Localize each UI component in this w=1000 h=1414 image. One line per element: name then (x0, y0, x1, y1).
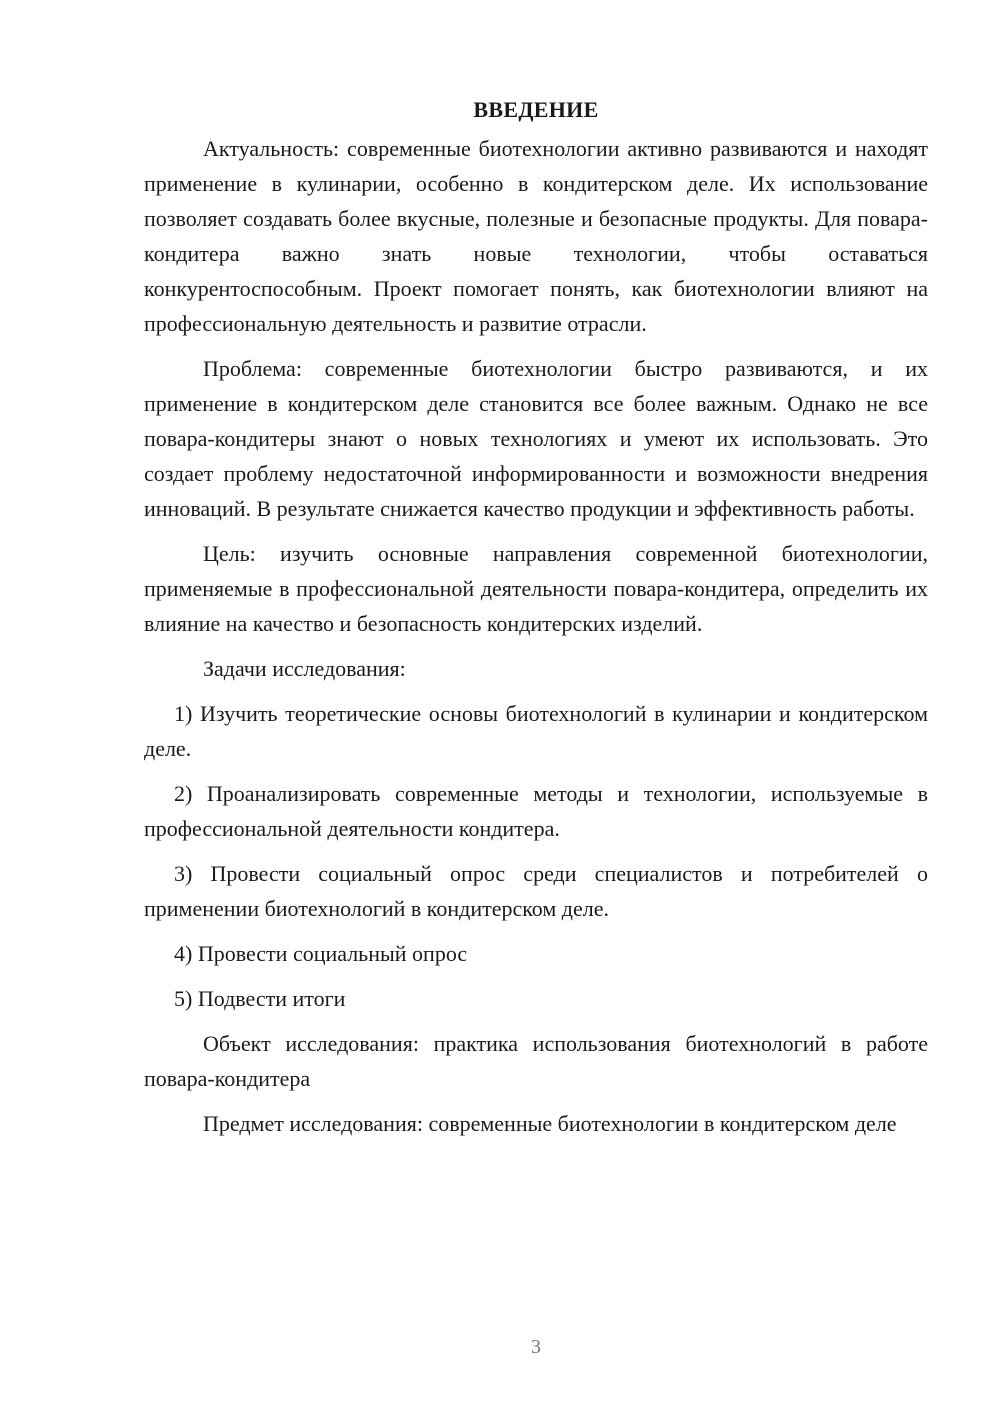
problem-paragraph: Проблема: современные биотехнологии быстро развиваются, и их применение в кондитерском деле становится все более важным. Однако не все повара-кондитеры знают о новых технологиях и умеют их использовать. Это создает проблему недостаточной информированности и возможности внедрения инноваций. В результате снижается качество продукции и эффективность работы. (144, 356, 928, 521)
task-item-5: 5) Подвести итоги (174, 986, 346, 1011)
relevance-paragraph: Актуальность: современные биотехнологии активно развиваются и находят применение в кулинарии, особенно в кондитерском деле. Их использование позволяет создавать более вкусные, полезные и безопасные продукты. Для повара-кондитера важно знать новые технологии, чтобы оставаться конкурентоспособным. Проект помогает понять, как биотехнологии влияют на профессиональную деятельность и развитие отрасли. (144, 136, 928, 336)
task-item-4: 4) Провести социальный опрос (174, 941, 468, 966)
task-item-2: 2) Проанализировать современные методы и технологии, используемые в профессиональной деятельности кондитера. (144, 781, 928, 841)
page-content (144, 92, 928, 1151)
task-item-3: 3) Провести социальный опрос среди специалистов и потребителей о применении биотехнологий в кондитерском деле. (144, 861, 928, 921)
page-number: 3 (531, 1336, 541, 1358)
section-title: ВВЕДЕНИЕ (473, 97, 599, 122)
tasks-heading: Задачи исследования: (203, 656, 406, 681)
object-paragraph: Объект исследования: практика использования биотехнологий в работе повара-кондитера (144, 1031, 928, 1091)
goal-paragraph: Цель: изучить основные направления современной биотехнологии, применяемые в профессиональной деятельности повара-кондитера, определить их влияние на качество и безопасность кондитерских изделий. (144, 541, 928, 636)
task-item-1: 1) Изучить теоретические основы биотехнологий в кулинарии и кондитерском деле. (144, 701, 928, 761)
subject-paragraph: Предмет исследования: современные биотехнологии в кондитерском деле (203, 1111, 897, 1136)
